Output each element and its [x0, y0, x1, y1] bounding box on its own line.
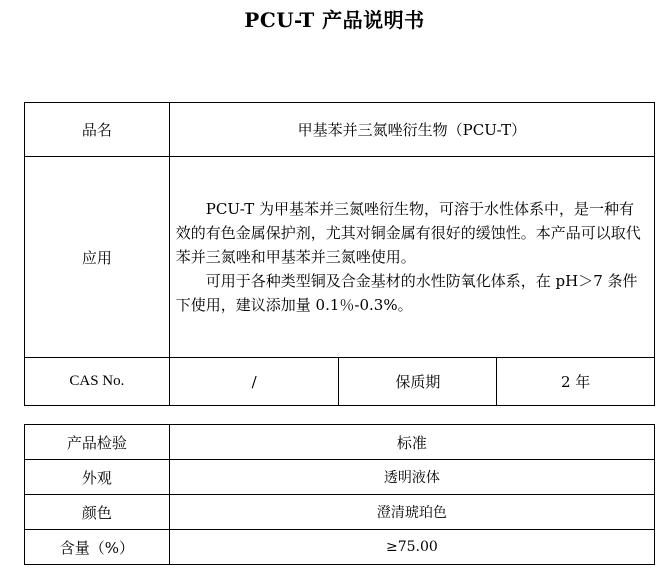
- product-name-row: [25, 103, 655, 157]
- shelf-life-label: 保质期: [339, 358, 497, 406]
- shelf-life-value: 2 年: [497, 358, 655, 406]
- spec-header-item: 产品检验: [25, 425, 170, 460]
- cas-label: CAS No.: [25, 358, 170, 406]
- spec-item: 外观: [25, 460, 170, 495]
- spec-header-row: [25, 425, 655, 460]
- inspection-spec-table: [24, 424, 655, 565]
- spec-row-content: [25, 530, 655, 565]
- application-label: 应用: [25, 157, 170, 358]
- spec-row-color: [25, 495, 655, 530]
- spec-header-standard: 标准: [169, 425, 654, 460]
- document-title: PCU-T 产品说明书: [244, 8, 425, 32]
- application-row: [25, 157, 655, 358]
- spec-item: 含量（%）: [25, 530, 170, 565]
- spec-item: 颜色: [25, 495, 170, 530]
- product-name-value: 甲基苯并三氮唑衍生物（PCU-T）: [169, 103, 654, 157]
- spec-standard: ≥75.00: [169, 530, 654, 565]
- product-name-label: 品名: [25, 103, 170, 157]
- cas-value: /: [169, 358, 339, 406]
- cas-row: [25, 358, 655, 406]
- application-paragraph-1: PCU-T 为甲基苯并三氮唑衍生物，可溶于水性体系中，是一种有效的有色金属保护剂，尤其对铜金属有很好的缓蚀性。本产品可以取代苯并三氮唑和甲基苯并三氮唑使用。: [175, 200, 641, 266]
- application-description: [169, 157, 654, 358]
- application-paragraph-2: 可用于各种类型铜及合金基材的水性防氧化体系，在 pH＞7 条件下使用，建议添加量 0.1％-0.3%。: [175, 272, 638, 314]
- spec-row-appearance: [25, 460, 655, 495]
- spec-standard: 澄清琥珀色: [169, 495, 654, 530]
- spec-standard: 透明液体: [169, 460, 654, 495]
- product-info-table: [24, 102, 655, 406]
